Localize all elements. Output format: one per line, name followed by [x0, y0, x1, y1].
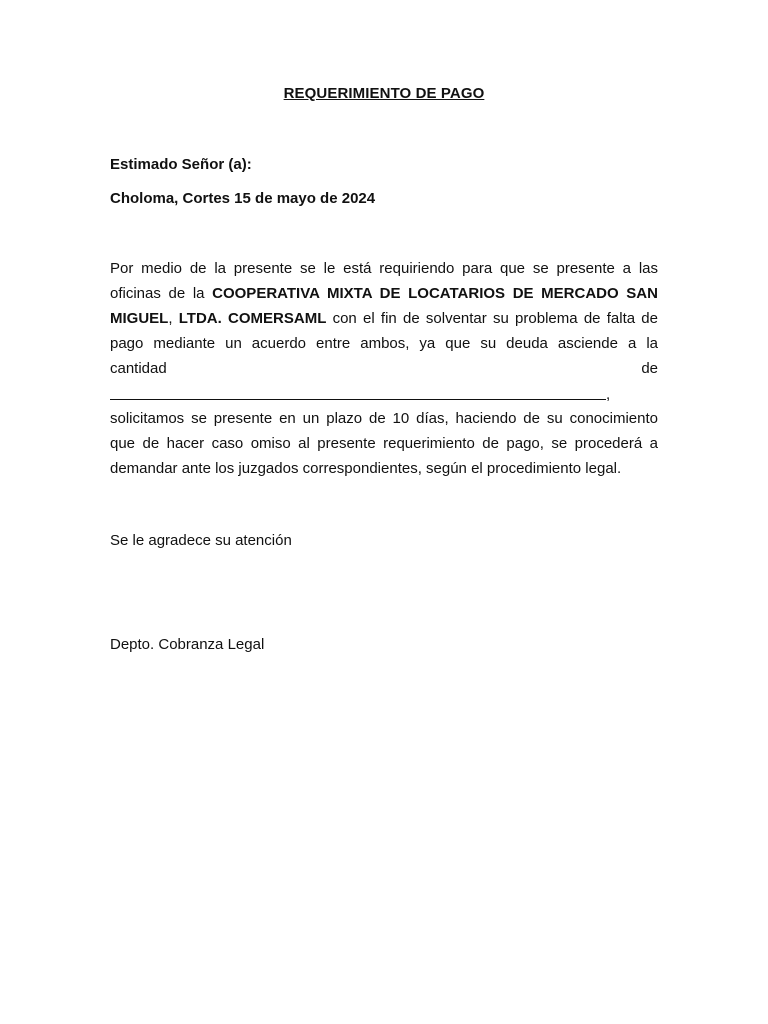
amount-preposition: de: [641, 360, 658, 377]
greeting: Estimado Señor (a):: [110, 156, 252, 173]
amount-blank-comma: ,: [606, 386, 611, 403]
body-line-7: solicitamos se presente en un plazo de 10 días, haciendo de su conocimiento: [110, 410, 658, 427]
body-line-8: que de hacer caso omiso al presente requerimiento de pago, se procederá a: [110, 435, 658, 452]
place-date: Choloma, Cortes 15 de mayo de 2024: [110, 190, 376, 207]
body-line-3-text: con el fin de solventar su problema de falta de: [326, 310, 658, 327]
cooperative-name-part-3: LTDA. COMERSAML: [178, 310, 327, 327]
document-title: REQUERIMIENTO DE PAGO: [283, 85, 485, 102]
body-line-5: [110, 356, 658, 381]
amount-label: cantidad: [110, 360, 167, 377]
closing-thanks: Se le agradece su atención: [110, 532, 292, 549]
body-line-4: pago mediante un acuerdo entre ambos, ya que su deuda asciende a la: [110, 335, 658, 352]
body-line-1: Por medio de la presente se le está requiriendo para que se presente a las: [110, 260, 658, 277]
cooperative-name-part-2: MIGUEL: [110, 310, 169, 327]
body-line-9: demandar ante los juzgados correspondientes, según el procedimiento legal.: [110, 460, 622, 477]
body-line-3-separator: ,: [168, 310, 179, 327]
signature-department: Depto. Cobranza Legal: [110, 636, 265, 653]
body-line-2: [110, 281, 658, 306]
cooperative-name-part-1: COOPERATIVA MIXTA DE LOCATARIOS DE MERCADO SAN: [212, 285, 658, 302]
amount-blank-line: [110, 399, 606, 400]
body-line-3: [110, 306, 658, 331]
body-line-2-text: oficinas de la: [110, 285, 213, 302]
